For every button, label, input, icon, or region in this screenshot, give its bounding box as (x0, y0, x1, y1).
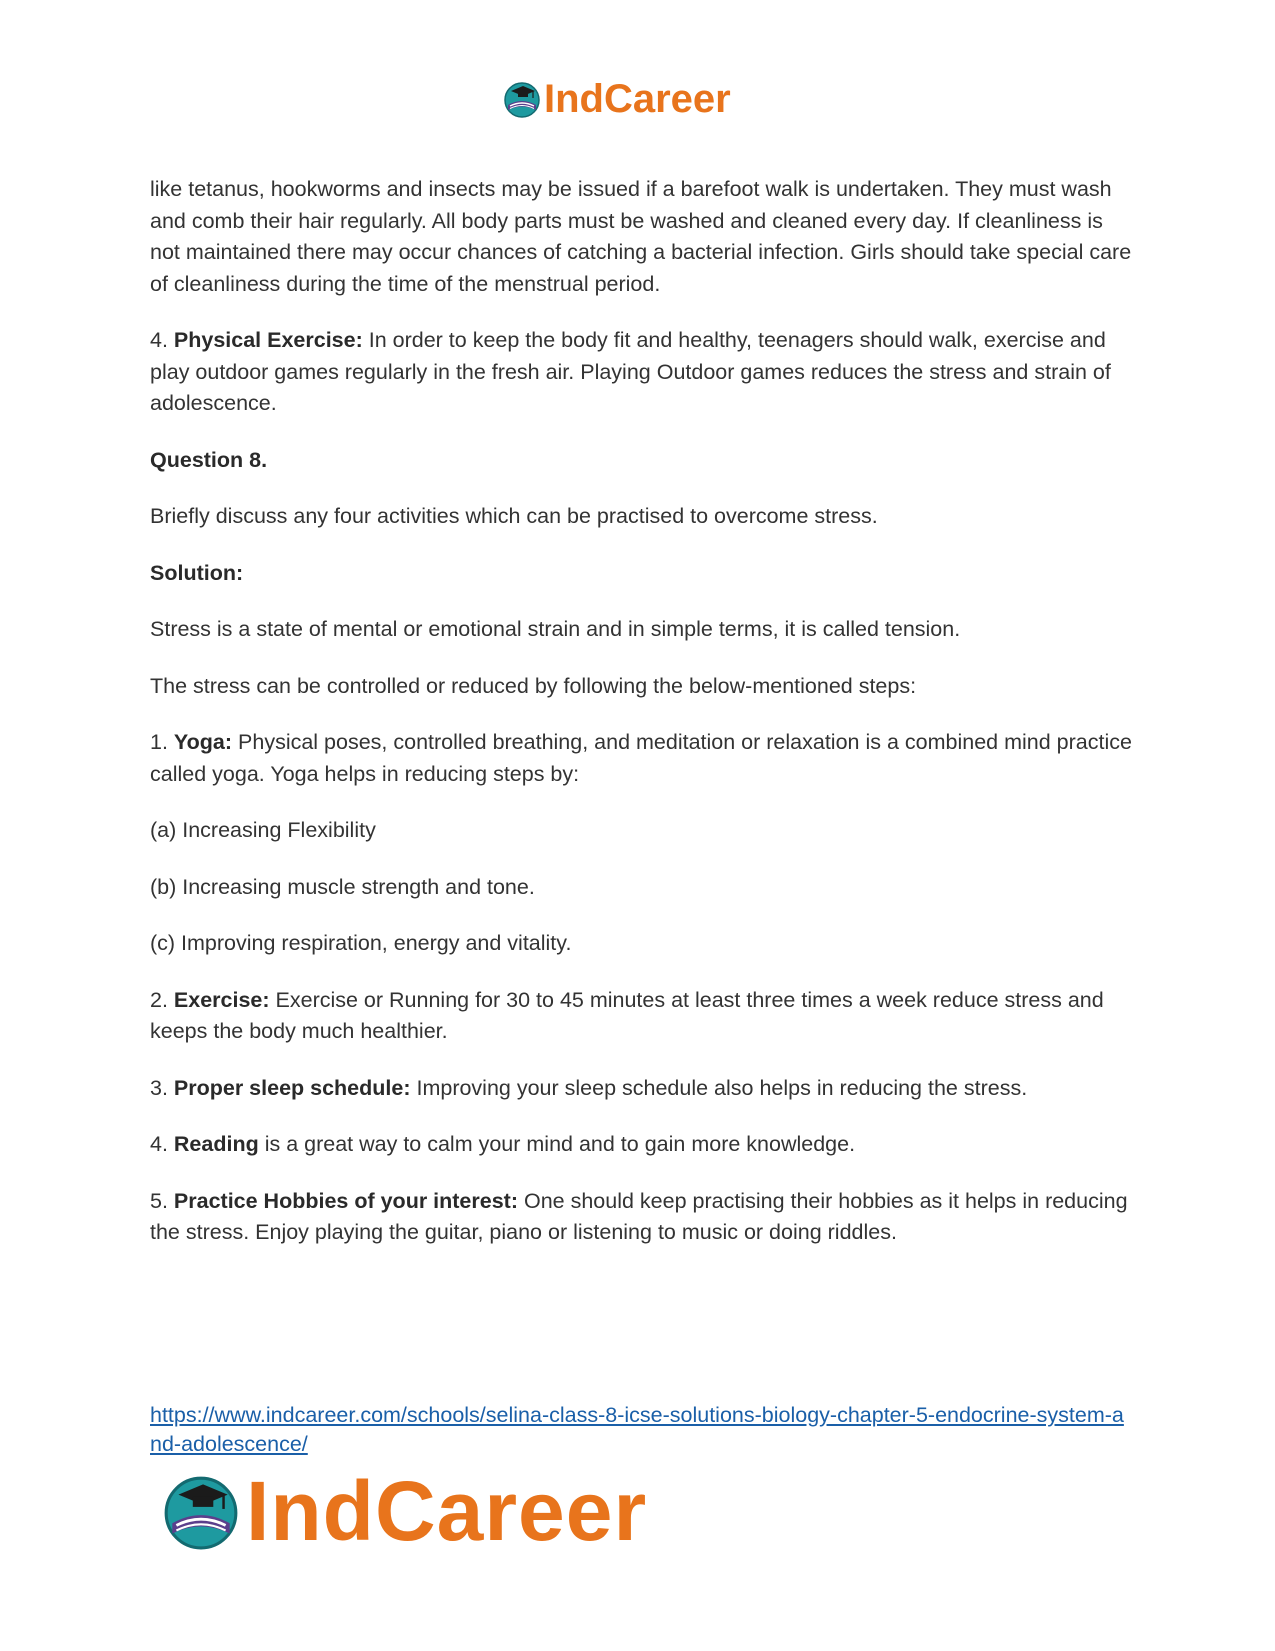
sub-item-a: (a) Increasing Flexibility (150, 818, 376, 842)
term-physical-exercise: Physical Exercise: (173, 328, 363, 352)
term-sleep: Proper sleep schedule: (173, 1075, 411, 1100)
sub-item-b: (b) Increasing muscle strength and tone. (150, 874, 535, 899)
graduation-cap-book-globe-icon (160, 1470, 242, 1552)
hygiene-paragraph: like tetanus, hookworms and insects may be issued if a barefoot walk is undertaken. They must wash and comb their hair regularly. All body parts must be washed and cleaned every day. If cleanliness is not maintained there may occur chances of catching a bacterial infection. Girls should take special care of cleanliness during the time of the menstrual period. (150, 177, 1132, 296)
term-exercise: Exercise: (173, 987, 270, 1012)
footer-logo (160, 1466, 647, 1556)
graduation-cap-book-globe-icon (502, 79, 542, 119)
term-hobbies: Practice Hobbies of your interest: (173, 1188, 518, 1213)
steps-intro: The stress can be controlled or reduced by following the below-mentioned steps: (150, 673, 917, 698)
list-item-exercise: 2. Exercise: Exercise or Running for 30 to 45 minutes at least three times a week reduce stress and keeps the body much healthier. (150, 987, 1104, 1043)
stress-definition: Stress is a state of mental or emotional strain and in simple terms, it is called tension. (150, 617, 961, 641)
list-item-sleep: 3. Proper sleep schedule: Improving your sleep schedule also helps in reducing the stress. (150, 1075, 1028, 1100)
solution-heading: Solution: (150, 560, 244, 585)
term-yoga: Yoga: (173, 730, 233, 754)
question-heading: Question 8. (150, 447, 268, 472)
footer-brand-name: IndCareer (246, 1464, 648, 1558)
document-body (150, 174, 1135, 1274)
list-item-yoga: 1. Yoga: Physical poses, controlled breathing, and meditation or relaxation is a combined mind practice called yoga. Yoga helps in reducing steps by: (150, 730, 1132, 786)
sub-item-c: (c) Improving respiration, energy and vitality. (150, 931, 572, 955)
list-item-hobbies: 5. Practice Hobbies of your interest: One should keep practising their hobbies as it helps in reducing the stress. Enjoy playing the guitar, piano or listening to music or doing riddles. (150, 1188, 1128, 1244)
list-item-physical-exercise: 4. Physical Exercise: In order to keep the body fit and healthy, teenagers should walk, exercise and play outdoor games regularly in the fresh air. Playing Outdoor games reduces the stress and strain of adolescence. (150, 328, 1111, 415)
source-link[interactable]: https://www.indcareer.com/schools/selina-class-8-icse-solutions-biology-chapter-5-endocrine-system-and-adolescence/ (150, 1403, 1124, 1456)
header-brand-name: IndCareer (544, 77, 731, 121)
term-reading: Reading (173, 1132, 259, 1156)
list-item-reading: 4. Reading is a great way to calm your mind and to gain more knowledge. (150, 1132, 856, 1156)
header-logo (502, 78, 731, 120)
question-text: Briefly discuss any four activities which can be practised to overcome stress. (150, 504, 878, 528)
